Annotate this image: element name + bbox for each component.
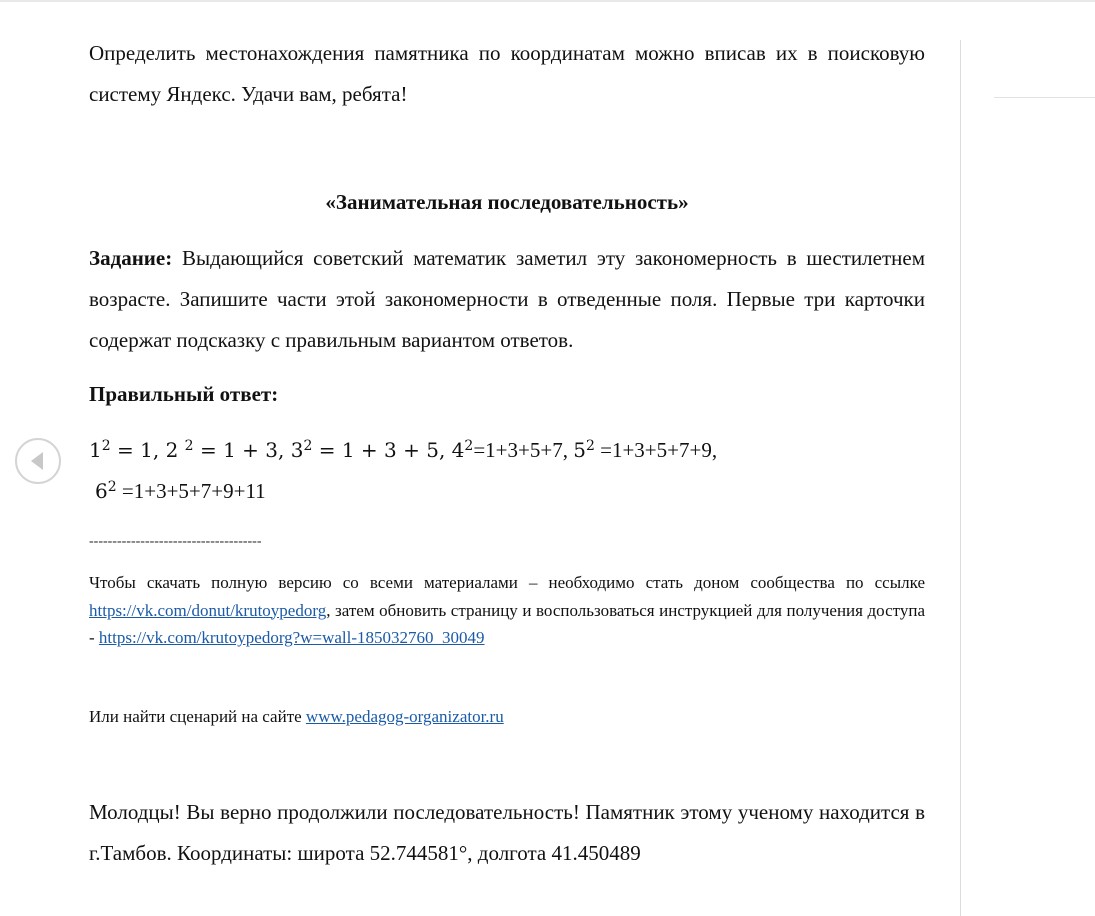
- term-3-base: 3: [290, 438, 304, 462]
- site-link[interactable]: www.pedagog-organizator.ru: [305, 707, 504, 726]
- term-6-exp: 2: [107, 479, 117, 495]
- page-right-border: [960, 40, 961, 916]
- answer-label: Правильный ответ:: [89, 382, 279, 406]
- term-5-rest: =1+3+5+7+9,: [594, 438, 718, 462]
- back-button[interactable]: [15, 438, 61, 484]
- download-text-1: Чтобы скачать полную версию со всеми материалами – необходимо стать доном сообщества по ссылке: [89, 573, 925, 592]
- task-label: Задание:: [89, 246, 173, 270]
- side-panel-divider: [994, 97, 1095, 98]
- term-4-exp: 2: [464, 438, 474, 454]
- term-1-base: 1: [89, 438, 102, 462]
- term-2-exp: 2: [184, 438, 194, 454]
- task-text: Выдающийся советский математик заметил эту закономерность в шестилетнем возрасте. Запишите части этой закономерности в отведенные поля. Первые три карточки содержат подсказку с правильным вариантом ответов.: [89, 246, 925, 352]
- task-text-block: [89, 238, 925, 361]
- intro-text: Определить местонахождения памятника по координатам можно вписав их в поисковую систему Яндекс. Удачи вам, ребята!: [89, 41, 925, 106]
- instruction-link[interactable]: https://vk.com/krutoypedorg?w=wall-185032760_30049: [98, 628, 485, 647]
- term-4-rest: =1+3+5+7,: [473, 438, 574, 462]
- term-6-rest: =1+3+5+7+9+11: [116, 479, 266, 503]
- term-2-base: 2: [165, 438, 185, 462]
- term-4-base: 4: [451, 438, 465, 462]
- term-1-exp: 2: [101, 438, 111, 454]
- term-5-base: 5: [573, 438, 586, 462]
- donut-link[interactable]: https://vk.com/donut/krutoypedorg: [89, 600, 327, 620]
- intro-paragraph: [89, 33, 925, 115]
- download-text-2: , затем обновить страницу и воспользоваться инструкцией для получения доступа -: [89, 600, 925, 647]
- answer-formula-line-2: [95, 475, 266, 507]
- term-5-exp: 2: [585, 438, 595, 454]
- final-paragraph: [89, 792, 925, 874]
- term-3-exp: 2: [303, 438, 313, 454]
- separator-line: -------------------------------------: [89, 534, 262, 549]
- final-text: Молодцы! Вы верно продолжили последовательность! Памятник этому ученому находится в г.Тамбов. Координаты: широта 52.744581°, долгота 41.450489: [89, 800, 925, 865]
- answer-heading: [89, 374, 925, 415]
- download-paragraph: [89, 569, 925, 652]
- term-1-rest: = 1,: [110, 438, 166, 462]
- term-3-rest: = 1 + 3 + 5,: [312, 438, 452, 462]
- arrow-left-icon: [17, 440, 59, 482]
- task-paragraph: [89, 238, 925, 361]
- term-6-base: 6: [95, 479, 108, 503]
- section-title: «Занимательная последовательность»: [325, 190, 689, 214]
- term-2-rest: = 1 + 3,: [193, 438, 291, 462]
- site-paragraph: [89, 703, 925, 731]
- answer-formula-line-1: [89, 434, 717, 466]
- site-text: Или найти сценарий на сайте: [89, 707, 306, 726]
